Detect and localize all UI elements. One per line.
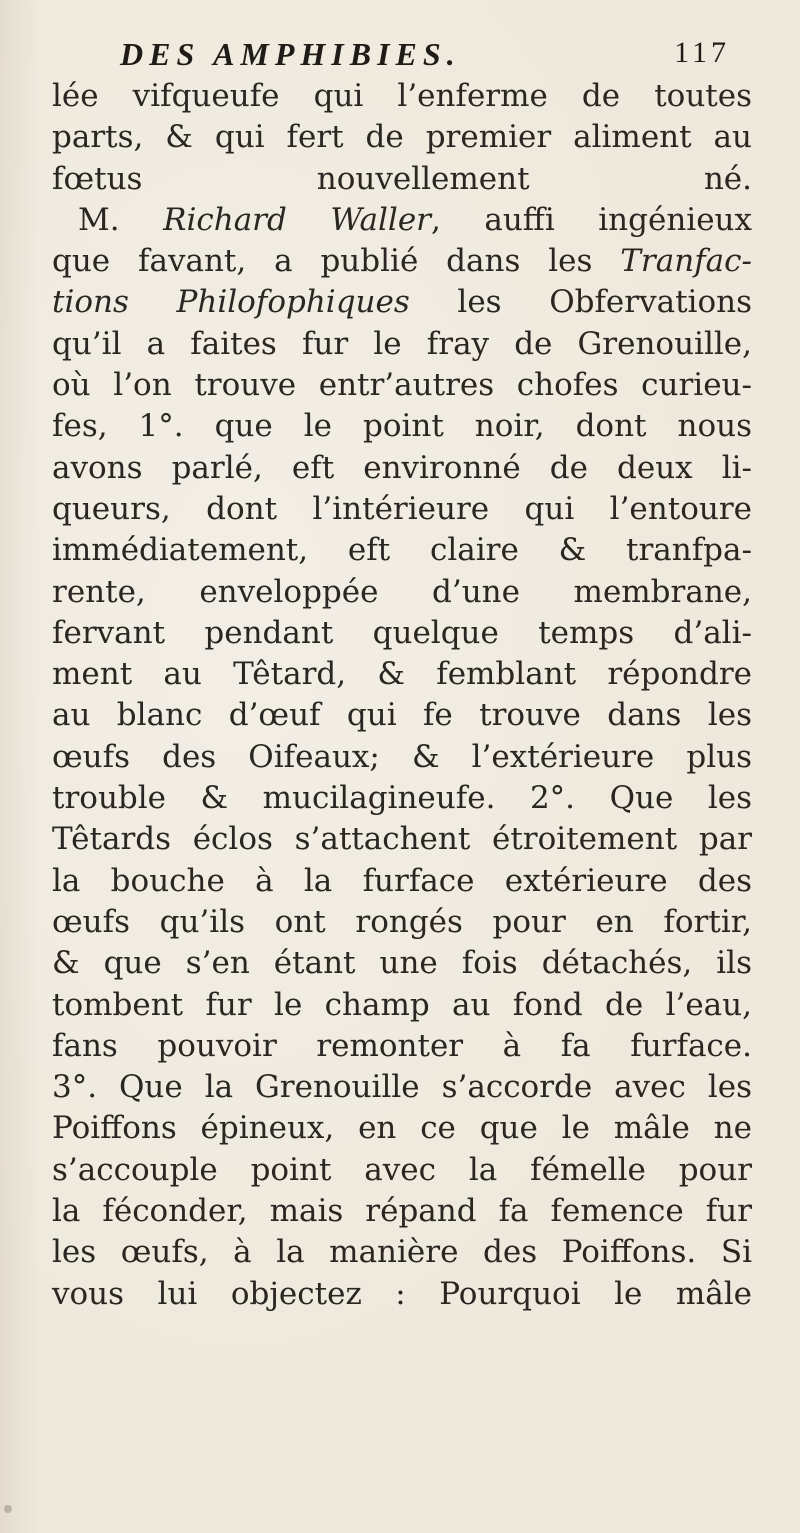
text-line bbox=[52, 985, 752, 1026]
text-segment: qu’il a faites fur le fray de Grenouille, bbox=[52, 325, 752, 362]
text-segment: avons parlé, eft environné de deux li- bbox=[52, 449, 752, 486]
text-segment: fes, 1°. que le point noir, dont nous bbox=[52, 408, 752, 445]
text-segment: œufs qu’ils ont rongés pour en fortir, bbox=[52, 903, 752, 940]
text-line bbox=[52, 819, 752, 860]
text-line bbox=[52, 778, 752, 819]
text-line bbox=[52, 159, 752, 200]
text-line bbox=[52, 1274, 752, 1315]
text-segment: les Obfervations bbox=[409, 284, 752, 321]
text-segment: immédiatement, eft claire & tranfpa- bbox=[52, 532, 752, 569]
text-segment: vous lui objectez : Pourquoi le mâle bbox=[52, 1275, 752, 1312]
text-line bbox=[52, 241, 752, 282]
text-segment: parts, & qui fert de premier aliment au bbox=[52, 119, 752, 156]
text-line bbox=[52, 448, 752, 489]
text-segment: tombent fur le champ au fond de l’eau, bbox=[52, 986, 752, 1023]
text-line bbox=[52, 943, 752, 984]
text-line bbox=[52, 861, 752, 902]
text-segment: , auffi ingénieux bbox=[431, 201, 752, 238]
text-segment: fervant pendant quelque temps d’ali- bbox=[52, 614, 752, 651]
text-line bbox=[52, 117, 752, 158]
text-segment: que favant, a publié dans les bbox=[52, 243, 621, 280]
text-line bbox=[52, 76, 752, 117]
text-segment: Têtards éclos s’attachent étroitement par bbox=[52, 821, 752, 858]
text-line bbox=[52, 695, 752, 736]
page-number: 117 bbox=[674, 36, 730, 69]
text-segment: Richard Waller bbox=[163, 201, 431, 238]
text-segment: s’accouple point avec la fémelle pour bbox=[52, 1151, 752, 1188]
text-line bbox=[52, 530, 752, 571]
text-line bbox=[52, 737, 752, 778]
text-line bbox=[52, 654, 752, 695]
text-segment: 3°. Que la Grenouille s’accorde avec les bbox=[52, 1069, 752, 1106]
text-line bbox=[52, 365, 752, 406]
text-segment: lée vifqueufe qui l’enferme de toutes bbox=[52, 78, 752, 114]
text-line bbox=[52, 406, 752, 447]
text-segment: où l’on trouve entr’autres chofes curieu- bbox=[52, 367, 752, 404]
text-segment: queurs, dont l’intérieure qui l’entoure bbox=[52, 490, 752, 527]
text-segment: Poiffons épineux, en ce que le mâle ne bbox=[52, 1110, 752, 1147]
text-line bbox=[52, 1067, 752, 1108]
text-line bbox=[52, 282, 752, 323]
text-line bbox=[52, 324, 752, 365]
ink-speck bbox=[4, 1505, 12, 1513]
running-head bbox=[120, 36, 730, 80]
text-segment: trouble & mucilagineufe. 2°. Que les bbox=[52, 780, 752, 817]
text-line bbox=[52, 1191, 752, 1232]
text-line bbox=[52, 1150, 752, 1191]
text-segment: fœtus nouvellement né. bbox=[52, 160, 752, 197]
text-segment: tions Philofophiques bbox=[52, 284, 410, 321]
text-segment: œufs des Oifeaux; & l’extérieure plus bbox=[52, 738, 752, 775]
text-segment: ment au Têtard, & femblant répondre bbox=[52, 656, 752, 693]
text-segment: M. bbox=[78, 201, 164, 238]
running-head-title: DES AMPHIBIES. bbox=[120, 36, 461, 72]
body-text bbox=[52, 76, 752, 1315]
text-segment: fans pouvoir remonter à fa furface. bbox=[52, 1027, 752, 1064]
text-segment: rente, enveloppée d’une membrane, bbox=[52, 573, 752, 610]
text-line bbox=[52, 1026, 752, 1067]
text-line bbox=[52, 200, 752, 241]
text-segment: au blanc d’œuf qui fe trouve dans les bbox=[52, 697, 752, 734]
text-segment: les œufs, à la manière des Poiffons. Si bbox=[52, 1234, 752, 1271]
text-line bbox=[52, 1108, 752, 1149]
text-line bbox=[52, 489, 752, 530]
text-segment: & que s’en étant une fois détachés, ils bbox=[52, 945, 752, 982]
text-line bbox=[52, 572, 752, 613]
text-segment: la féconder, mais répand fa femence fur bbox=[52, 1193, 752, 1230]
text-line bbox=[52, 1232, 752, 1273]
text-segment: la bouche à la furface extérieure des bbox=[52, 862, 752, 899]
text-segment: Tranfac- bbox=[620, 243, 752, 280]
text-line bbox=[52, 613, 752, 654]
text-line bbox=[52, 902, 752, 943]
